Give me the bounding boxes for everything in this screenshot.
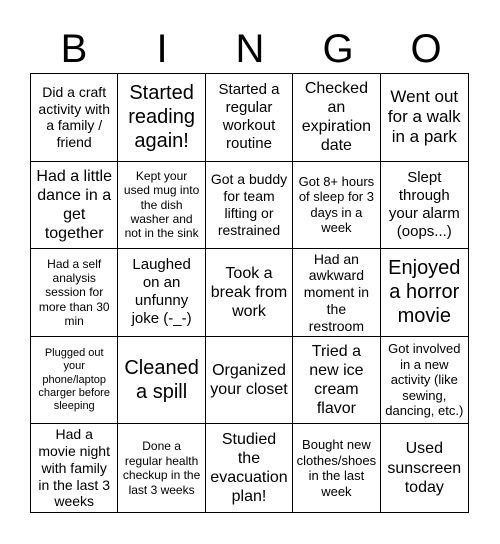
bingo-cell[interactable]: Took a break from work	[206, 249, 293, 337]
bingo-cell[interactable]: Kept your used mug into the dish washer and not in the sink	[118, 162, 205, 250]
header-letter-g: G	[322, 27, 354, 71]
header-letter-i: I	[156, 27, 168, 71]
bingo-cell[interactable]: Used sunscreen today	[387, 440, 462, 496]
bingo-cell[interactable]: Cleaned a spill	[118, 337, 205, 425]
bingo-cell[interactable]: Had a little dance in a get together	[31, 162, 118, 250]
header-letter-o: O	[410, 27, 442, 71]
bingo-cell[interactable]: Started reading again!	[118, 74, 205, 162]
bingo-cell[interactable]: Got involved in a new activity (like sewing, dancing, etc.)	[381, 337, 468, 425]
bingo-cell[interactable]: Enjoyed a horror movie	[381, 249, 468, 337]
bingo-cell[interactable]: Bought new clothes/shoes in the last week	[293, 424, 380, 512]
bingo-header	[30, 24, 470, 74]
bingo-cell[interactable]: Went out for a walk in a park	[381, 74, 468, 162]
bingo-cell[interactable]: Studied the evacuation plan!	[206, 424, 293, 512]
bingo-cell[interactable]: Had an awkward moment in the restroom	[293, 249, 380, 337]
bingo-cell[interactable]: Had a self analysis session for more than 30 min	[31, 249, 118, 337]
bingo-cell[interactable]: Organized your closet	[206, 337, 293, 425]
bingo-cell[interactable]: Got a buddy for team lifting or restrained	[206, 162, 293, 250]
bingo-cell[interactable]: Tried a new ice cream flavor	[293, 337, 380, 425]
bingo-cell[interactable]: Had a movie night with family in the last 3 weeks	[31, 424, 118, 512]
bingo-cell[interactable]: Laughed on an unfunny joke (-_-)	[118, 249, 205, 337]
bingo-cell[interactable]: Started a regular workout routine	[206, 74, 293, 162]
bingo-cell[interactable]: Did a craft activity with a family / friend	[31, 74, 118, 162]
bingo-cell[interactable]: Checked an expiration date	[293, 74, 380, 162]
bingo-cell[interactable]: Plugged out your phone/laptop charger before sleeping	[31, 337, 118, 425]
bingo-card	[30, 73, 469, 513]
bingo-cell[interactable]: Got 8+ hours of sleep for 3 days in a week	[293, 162, 380, 250]
bingo-cell[interactable]: Done a regular health checkup in the last 3 weeks	[118, 424, 205, 512]
bingo-cell[interactable]: Slept through your alarm (oops...)	[381, 162, 468, 250]
header-letter-b: B	[60, 27, 88, 71]
header-letter-n: N	[235, 27, 265, 71]
